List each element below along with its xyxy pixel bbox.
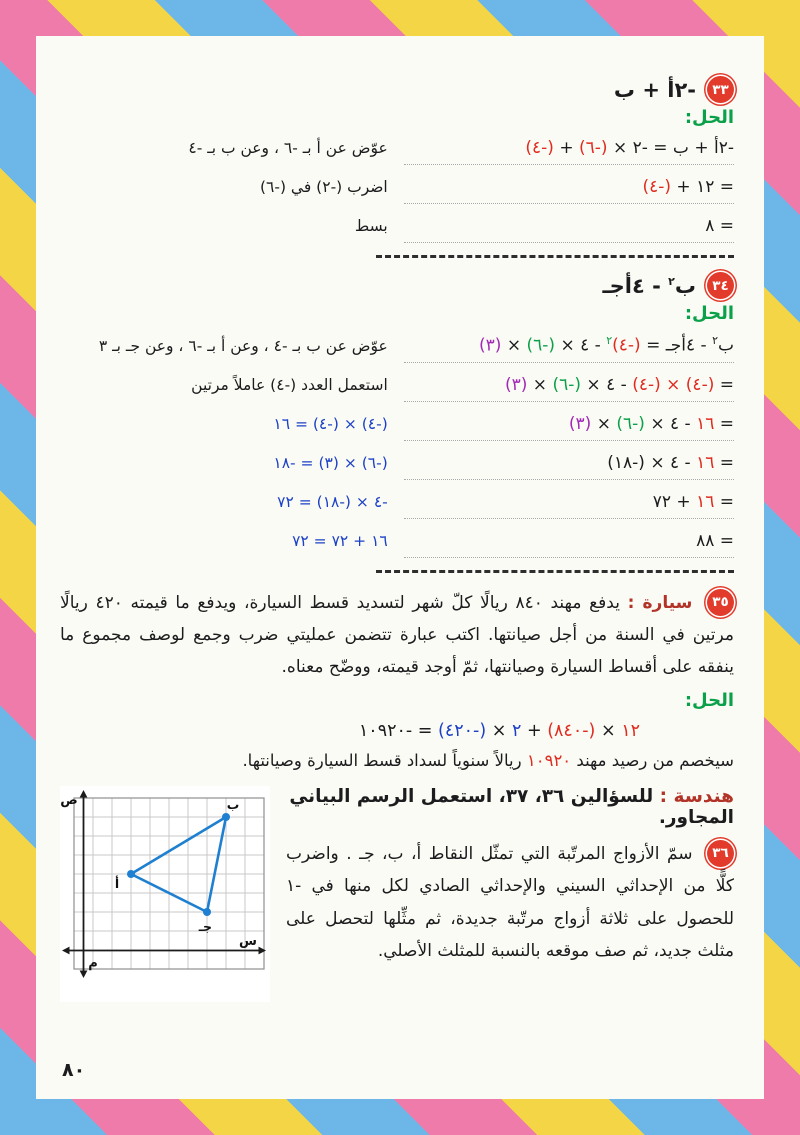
solution-step [60,375,734,402]
problem-33-header [60,76,734,103]
math-expression: = (-٤) × (-٤) - ٤ × (-٦) × (٣) [404,375,734,402]
problem-33 [60,76,734,258]
math-expression: = ٨٨ [404,531,734,558]
y-axis-label: ص [60,792,78,808]
math-expression: = ١٦ + ٧٢ [404,492,734,519]
page-content [36,36,764,1099]
geometry-instruction: للسؤالين ٣٦، ٣٧، استعمل الرسم البياني المجاور. [289,785,734,828]
step-explanation: (-٤) × (-٤) = ١٦ [273,414,388,433]
dashed-separator [376,570,734,573]
step-explanation: ١٦ + ٧٢ = ٧٢ [292,531,388,550]
step-explanation: (-٦) × (٣) = -١٨ [273,453,388,472]
geometry-section [60,786,734,1002]
problem-35-keyword: سيارة : [627,592,693,613]
solution-step [60,177,734,204]
point-b-label: ب [226,796,240,812]
origin-label: م [88,955,98,971]
math-expression: = ١٦ - ٤ × (-١٨) [404,453,734,480]
math-expression: -٢أ + ب = -٢ × (-٦) + (-٤) [404,138,734,165]
problem-35-conclusion: سيخصم من رصيد مهند ١٠٩٢٠ ريالاً سنوياً لسداد قسط السيارة وصيانتها. [242,750,734,770]
dashed-separator [376,255,734,258]
problem-35 [60,587,734,770]
geometry-keyword: هندسة : [659,785,734,807]
solution-label: الحل: [684,107,734,128]
problem-36-number-badge: ٣٦ [707,840,734,867]
problem-34-title: ب$^٢$ - ٤أجـ [602,273,696,298]
geometry-text-column [286,786,734,1002]
solution-label: الحل: [684,303,734,324]
step-explanation: بسط [354,217,388,235]
geometry-section-header [286,786,734,828]
coordinate-graph-svg [60,790,270,998]
page-number: ٨٠ [62,1059,86,1081]
point-j-label: جـ [198,918,212,934]
point-b-dot [222,813,230,821]
triangle [131,817,226,912]
problem-35-equation: ١٢ × (-٨٤٠) + ٢ × (-٤٢٠) = -١٠٩٢٠ [358,720,640,741]
math-expression: = ١٦ - ٤ × (-٦) × (٣) [404,414,734,441]
problem-36-statement [286,838,734,969]
problem-35-statement [60,587,734,684]
solution-label: الحل: [684,689,734,711]
x-axis-arrow-right [259,946,267,954]
step-explanation: استعمل العدد (-٤) عاملاً مرتين [191,375,388,394]
grid-lines [74,798,264,969]
problem-33-number-badge: ٣٣ [707,76,734,103]
x-axis-arrow-left [62,946,70,954]
coordinate-graph [60,786,270,1002]
problem-33-title: -٢أ + ب [613,77,696,102]
problem-35-text: يدفع مهند ٨٤٠ ريالًا كلّ شهر لتسديد قسط السيارة، ويدفع ما قيمته ٤٢٠ ريالًا مرتين في السنة من أجل صيانتها. اكتب عبارة تتضمن عمليتي ضرب وجمع لوصف مجموع ما ينفقه على أقساط السيارة وصيانتها، ثمّ أوجد قيمته، ووضّح معناه. [60,592,734,678]
math-expression: = ٨ [404,216,734,243]
problem-34-header [60,272,734,299]
solution-step [60,334,734,363]
problem-35-number-badge: ٣٥ [707,589,734,616]
problem-34 [60,272,734,573]
step-explanation: عوّض عن أ بـ -٦ ، وعن ب بـ -٤ [188,139,388,157]
step-explanation: اضرب (-٢) في (-٦) [259,178,388,196]
point-j-dot [203,908,211,916]
y-axis-arrow-up [80,790,88,798]
solution-step [60,453,734,480]
solution-step [60,216,734,243]
point-a-dot [127,870,135,878]
x-axis-label: س [239,933,257,949]
solution-step [60,492,734,519]
step-explanation: -٤ × (-١٨) = ٧٢ [277,492,388,511]
problem-36-text: سمّ الأزواج المرتّبة التي تمثّل النقاط أ، ب، جـ . واضرب كلًّا من الإحداثي السيني والإحداثي الصادي لكل منها في -١ للحصول على ثلاثة أزواج مرتّبة جديدة، ثم مثِّلها لتحصل على مثلث جديد، ثم صف موقعه بالنسبة للمثلث الأصلي. [286,843,734,962]
step-explanation: عوّض عن ب بـ -٤ ، وعن أ بـ -٦ ، وعن جـ بـ ٣ [98,336,388,355]
solution-step [60,138,734,165]
solution-step [60,531,734,558]
y-axis-arrow-down [80,970,88,978]
solution-step [60,414,734,441]
problem-34-number-badge: ٣٤ [707,272,734,299]
math-expression: = ١٢ + (-٤) [404,177,734,204]
point-a-label: أ [114,875,120,891]
math-expression: ب$^٢$ - ٤أجـ = (-٤)$^٢$ - ٤ × (-٦) × (٣) [404,334,734,363]
